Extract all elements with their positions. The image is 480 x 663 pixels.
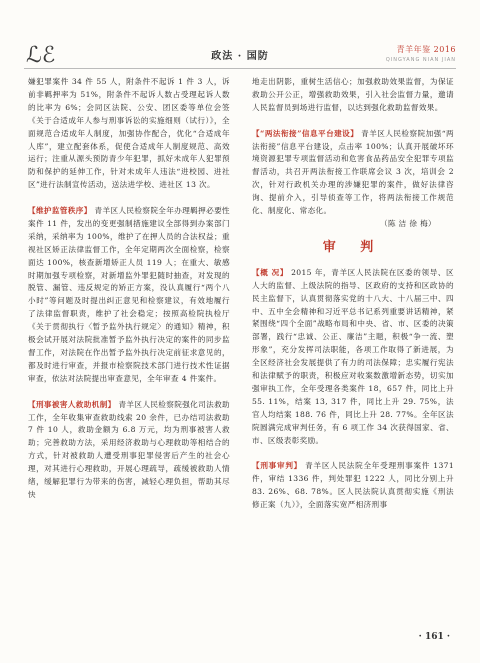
paragraph-supervision-order (28, 205, 230, 386)
heading-victim-relief: 【刑事被害人救助机制】 (28, 399, 116, 409)
page-number: · 161 · (418, 632, 450, 642)
heading-platform: 【“两法衔接”信息平台建设】 (252, 128, 359, 138)
text-criminal-trial: 青羊区人民法院全年受理刑事案件 1371 件，审结 1336 件，判处罪犯 1222 人，同比分别上升 83. 26%、68. 78%。区人民法院认真贯彻实施《刑法修正案（九）》，全面落实宽严相济刑事 (252, 461, 454, 510)
left-column (28, 76, 230, 502)
paragraph-gap (252, 115, 454, 128)
yearbook-name (386, 44, 456, 63)
text-supervision-order: 青羊区人民检察院全年办理羁押必要性案件 11 件，发出的变更强制措施建议全部得到办案部门采纳，采纳率为 100%，维护了在押人员的合法权益；重视社区矫正法律监督工作，全年定期两次全面检察，检察面达 100%，核查新增矫正人员 119 人；在重大、敏感时期加强专项检察，对新增监外罪犯随时抽查，对发现的脱管、漏管、违反规定的矫正方案，没认真履行“两个八小时”等问题及时提出纠正意见和检察建议，有效地履行了法律监督职责，维护了社会稳定；按照高检院执检厅《关于贯彻执行〈暂予监外执行规定〉的通知》精神，积极会试开展对法院批准暂予监外执行决定的案件的同步监督工作，对法院在作出暂予监外执行决定前征求意见的，都及时进行审查，并报市检察院技术部门进行技术性证据审查，依法对法院提出审查意见，全年审查 4 件案件。 (28, 206, 230, 383)
paragraph-continued: 地走出阴影，重树生活信心；加强救助效果监督，为保证救助公开公正，增强救助效果，引入社会监督力量，邀请人民监督员到场进行监督，以达到强化救助监督效果。 (252, 77, 454, 112)
paragraph-criminal-trial (252, 460, 454, 512)
yearbook-logo: ℒℰ (26, 43, 56, 68)
yearbook-subtitle: QINGYANG NIAN JIAN (385, 57, 456, 63)
paragraph-gap (28, 192, 230, 205)
section-title-trial: 审 判 (322, 239, 384, 255)
header-divider (24, 68, 456, 69)
heading-supervision-order: 【维护监管秩序】 (28, 206, 92, 216)
paragraph-gap (252, 448, 454, 461)
paragraph-juvenile: 嫌犯罪案件 34 件 55 人，附条件不起诉 1 件 3 人，诉前非羁押率为 51%，附条件不起诉人数占受理起诉人数的比率为 6%；会同区法院、公安、团区委等单位会签《关于合适成年人参与刑事诉讼的实施细则（试行）》，全面规范合适成年人制度，加强协作配合，优化“合适成年人库”，建立配套体系，促使合适成年人制度规范、高效运行；注重从源头预防青少年犯罪，抓好未成年人犯罪预防和保护的延伸工作，针对未成年人违法“进校园、进社区”进行法制宣传活动，送法进学校、进社区 13 次。 (28, 77, 230, 190)
heading-overview: 【概 况】 (252, 267, 289, 277)
paragraph-gap (28, 386, 230, 399)
right-column (252, 76, 454, 512)
text-overview: 2015 年，青羊区人民法院在区委的领导、区人大的监督、上级法院的指导、区政府的支持和区政协的民主监督下，认真贯彻落实党的十八大、十八届三中、四中、五中全会精神和习近平总书记系列重要讲话精神，紧紧围绕“四个全面”战略布局和中央、省、市、区委的决策部署，践行“忠诚、公正、廉洁”主题，积极“争一流、塑形象”，充分发挥司法职能，各项工作取得了新进展，为全区经济社会发展提供了有力的司法保障；忠实履行宪法和法律赋予的职责，积极应对收案数激增新态势，切实加强审执工作，全年受理各类案件 18，657 件，同比上升 55. 11%，结案 13, 317 件，同比上升 29. 75%，法官人均结案 188. 76 件，同比上升 28. 77%。全年区法院圆满完成审判任务，有 6 项工作 34 次获得国家、省、市、区级表彰奖励。 (252, 267, 455, 445)
heading-criminal-trial: 【刑事审判】 (252, 461, 302, 471)
section-header-title: 政法 · 国防 (211, 51, 269, 62)
paragraph-platform (252, 128, 454, 218)
text-platform: 青羊区人民检察院加强“两法衔接”信息平台建设，点击率 100%；认真开展破坏环境资源犯罪专项监督活动和危害食品药品安全犯罪专项监督活动，共召开两法衔接工作联席会议 3 次，培训会 2 次，针对行政机关办理的涉嫌犯罪的案件，做好法律咨询、提前介入，引导侦查等工作，将两法衔接工作规范化、制度化、常态化。 (252, 128, 454, 216)
yearbook-title: 青羊年鉴 2016 (396, 45, 456, 54)
paragraph-victim-relief (28, 399, 230, 502)
paragraph-overview (252, 267, 454, 448)
author-signature: （陈 洁 徐 梅） (380, 218, 436, 228)
text-victim-relief: 青羊区人民检察院强化司法救助工作，全年收集审查救助线索 20 余件，已办结司法救助 7 件 10 人，救助金额为 6.8 万元，均为刑事被害人救助；完善救助方法，采用经济救助与心理救助等相结合的方式，针对被救助人遭受刑事犯罪侵害后产生的社会心理，对其进行心理救助，开展心理疏导，疏缓被救助人情绪，缓解犯罪行为带来的伤害，减轻心理负担，帮助其尽快 (28, 399, 230, 499)
